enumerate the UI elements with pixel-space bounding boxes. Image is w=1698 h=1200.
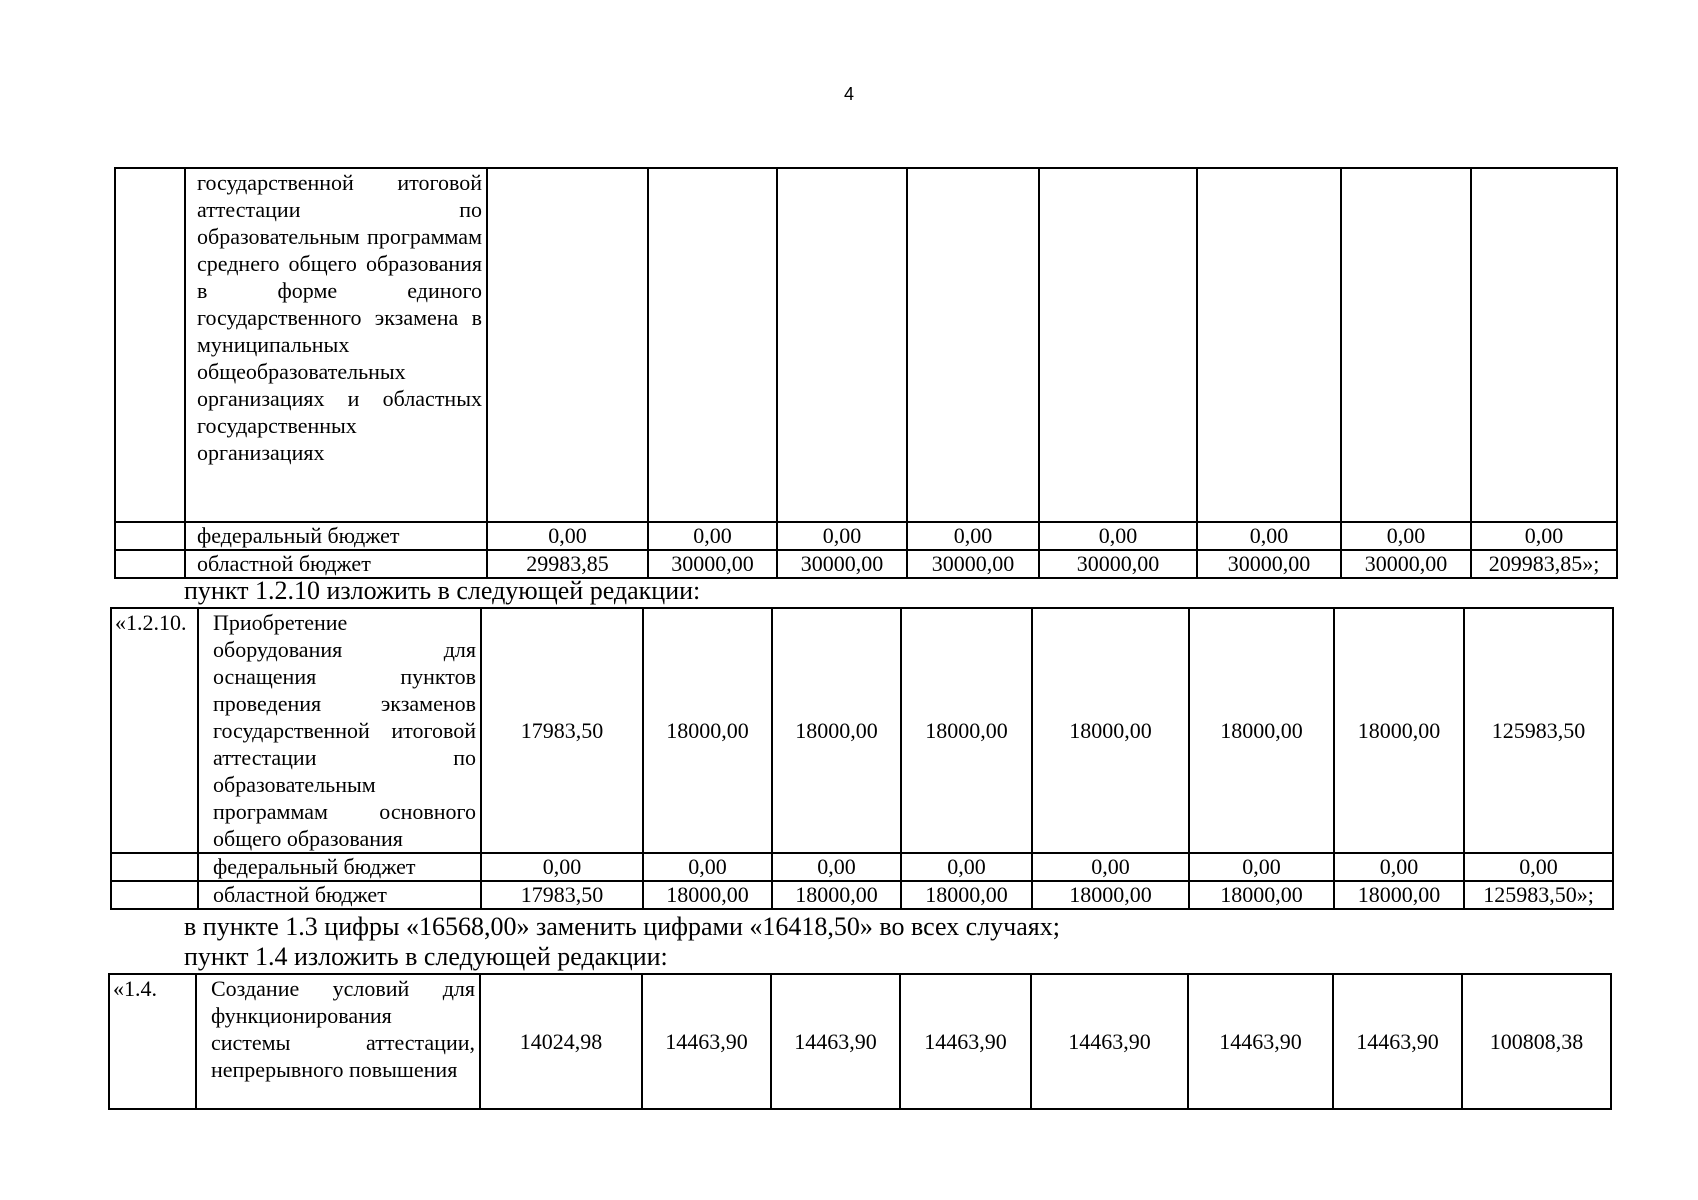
value-cell: 30000,00	[907, 550, 1039, 578]
value-cell: 0,00	[1039, 522, 1197, 550]
instruction-text: пункт 1.2.10 изложить в следующей редакции:	[184, 576, 701, 605]
value-cell	[1197, 168, 1341, 522]
value-cell: 30000,00	[1341, 550, 1471, 578]
table-row	[111, 608, 1613, 853]
value-cell: 125983,50»;	[1464, 881, 1613, 909]
value-cell: 0,00	[1189, 853, 1334, 881]
empty-cell	[111, 881, 198, 909]
value-cell: 17983,50	[481, 608, 643, 853]
table-row	[115, 168, 1617, 522]
item-number-cell	[115, 168, 185, 522]
value-cell: 14463,90	[642, 974, 771, 1109]
value-cell: 18000,00	[1334, 881, 1464, 909]
value-cell	[907, 168, 1039, 522]
empty-cell	[115, 550, 185, 578]
table-row-regional-budget	[111, 881, 1613, 909]
value-cell: 18000,00	[1032, 608, 1189, 853]
value-cell	[1039, 168, 1197, 522]
value-cell: 30000,00	[777, 550, 907, 578]
value-cell: 18000,00	[901, 608, 1032, 853]
row-label: федеральный бюджет	[198, 853, 481, 881]
value-cell	[1341, 168, 1471, 522]
value-cell: 14463,90	[900, 974, 1031, 1109]
value-cell: 18000,00	[772, 881, 901, 909]
value-cell: 0,00	[481, 853, 643, 881]
value-cell: 18000,00	[772, 608, 901, 853]
value-cell: 0,00	[772, 853, 901, 881]
value-cell: 30000,00	[1197, 550, 1341, 578]
table-row-federal-budget	[111, 853, 1613, 881]
table-row-federal-budget	[115, 522, 1617, 550]
value-cell: 17983,50	[481, 881, 643, 909]
budget-table-3	[108, 973, 1612, 1110]
value-cell: 18000,00	[1032, 881, 1189, 909]
value-cell: 14463,90	[771, 974, 900, 1109]
value-cell: 14024,98	[480, 974, 642, 1109]
item-description: Создание условий для функционирования системы аттестации, непрерывного повышения	[196, 974, 480, 1109]
row-label: федеральный бюджет	[185, 522, 487, 550]
item-number: «1.4.	[109, 974, 196, 1109]
item-description: государственной итоговой аттестации по образовательным программам среднего общего образования в форме единого государственного экзамена в муниципальных общеобразовательных организациях и областных государственных организациях	[185, 168, 487, 522]
value-cell: 0,00	[1334, 853, 1464, 881]
value-cell: 0,00	[643, 853, 772, 881]
value-cell: 18000,00	[643, 881, 772, 909]
value-cell	[1471, 168, 1617, 522]
table-row	[109, 974, 1611, 1109]
value-cell: 0,00	[1032, 853, 1189, 881]
value-cell: 0,00	[777, 522, 907, 550]
value-cell: 18000,00	[1334, 608, 1464, 853]
empty-cell	[115, 522, 185, 550]
budget-table-2	[110, 607, 1614, 910]
value-cell: 0,00	[1464, 853, 1613, 881]
value-cell: 30000,00	[648, 550, 777, 578]
row-label: областной бюджет	[185, 550, 487, 578]
value-cell: 125983,50	[1464, 608, 1613, 853]
value-cell: 0,00	[648, 522, 777, 550]
instruction-text: в пункте 1.3 цифры «16568,00» заменить цифрами «16418,50» во всех случаях;	[184, 912, 1060, 941]
value-cell: 29983,85	[487, 550, 648, 578]
value-cell: 14463,90	[1188, 974, 1333, 1109]
value-cell: 0,00	[487, 522, 648, 550]
value-cell	[487, 168, 648, 522]
value-cell: 18000,00	[901, 881, 1032, 909]
budget-table-1	[114, 167, 1618, 579]
value-cell	[777, 168, 907, 522]
instruction-text: пункт 1.4 изложить в следующей редакции:	[184, 942, 668, 971]
value-cell: 0,00	[1341, 522, 1471, 550]
row-label: областной бюджет	[198, 881, 481, 909]
value-cell	[648, 168, 777, 522]
value-cell: 18000,00	[1189, 608, 1334, 853]
item-number: «1.2.10.	[111, 608, 198, 853]
value-cell: 0,00	[901, 853, 1032, 881]
value-cell: 209983,85»;	[1471, 550, 1617, 578]
value-cell: 18000,00	[643, 608, 772, 853]
page-number: 4	[843, 84, 854, 104]
table-row-regional-budget	[115, 550, 1617, 578]
value-cell: 30000,00	[1039, 550, 1197, 578]
value-cell: 0,00	[907, 522, 1039, 550]
value-cell: 0,00	[1197, 522, 1341, 550]
value-cell: 14463,90	[1031, 974, 1188, 1109]
value-cell: 14463,90	[1333, 974, 1462, 1109]
empty-cell	[111, 853, 198, 881]
value-cell: 0,00	[1471, 522, 1617, 550]
value-cell: 18000,00	[1189, 881, 1334, 909]
value-cell: 100808,38	[1462, 974, 1611, 1109]
item-description: Приобретение оборудования для оснащения пунктов проведения экзаменов государственной итоговой аттестации по образовательным программам основного общего образования	[198, 608, 481, 853]
